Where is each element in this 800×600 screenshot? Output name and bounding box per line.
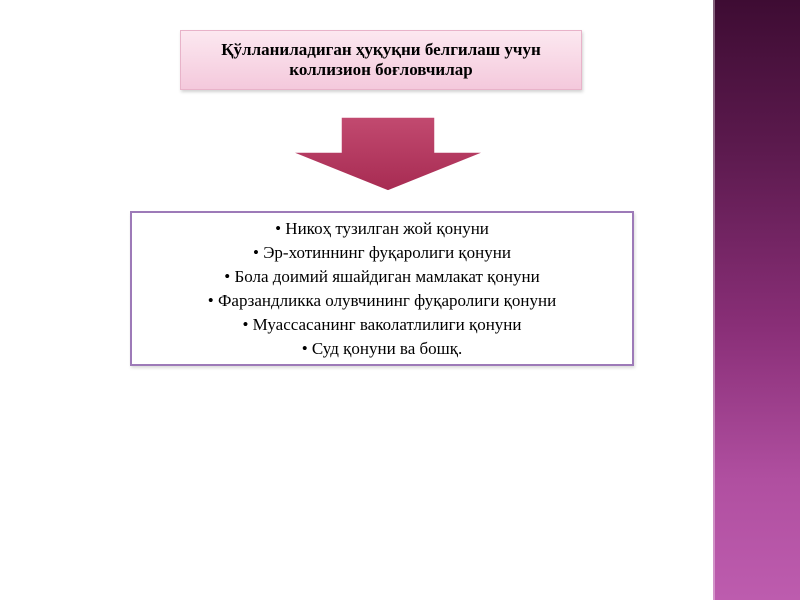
decorative-side-band (713, 0, 800, 600)
list-item: • Бола доимий яшайдиган мамлакат қонуни (224, 266, 540, 286)
arrow-shape (291, 117, 485, 191)
list-item: • Фарзандликка олувчининг фуқаролиги қонуни (207, 290, 557, 310)
slide-title: Қўлланиладиган ҳуқуқни белгилаш учун коллизион боғловчилар (221, 40, 541, 79)
side-band-edge (713, 0, 715, 600)
list-item: • Суд қонуни ва бошқ. (301, 338, 463, 358)
rules-list-box (130, 211, 634, 366)
list-item: • Никоҳ тузилган жой қонуни (275, 218, 489, 238)
down-arrow-icon (290, 116, 486, 192)
list-item: • Эр-хотиннинг фуқаролиги қонуни (253, 242, 511, 262)
title-box (180, 30, 582, 90)
list-item: • Муассасанинг ваколатлилиги қонуни (242, 314, 522, 334)
